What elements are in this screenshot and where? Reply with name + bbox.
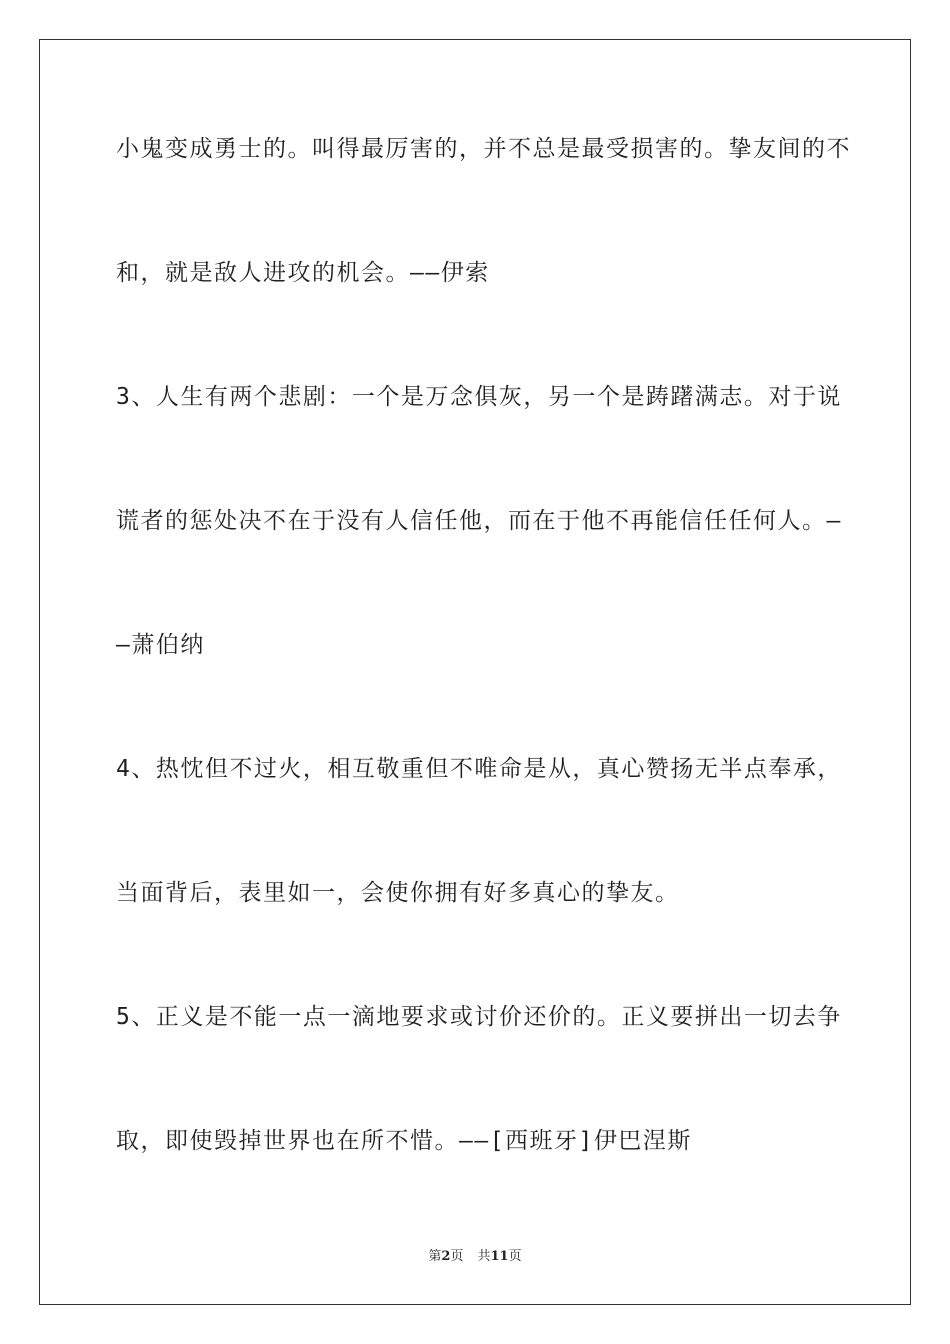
total-pages: 11 bbox=[490, 1249, 509, 1264]
page-footer bbox=[0, 1248, 950, 1266]
total-prefix: 共 bbox=[477, 1249, 491, 1264]
page-suffix: 页 bbox=[450, 1249, 464, 1264]
text-line-9: 取，即使毁掉世界也在所不惜。——[西班牙]伊巴涅斯 bbox=[116, 1128, 692, 1154]
text-line-8: 5、正义是不能一点一滴地要求或讨价还价的。正义要拼出一切去争 bbox=[116, 1004, 842, 1030]
text-line-2: 和，就是敌人进攻的机会。——伊索 bbox=[116, 260, 490, 286]
text-line-3: 3、人生有两个悲剧：一个是万念俱灰，另一个是踌躇满志。对于说 bbox=[116, 384, 842, 410]
text-line-6: 4、热忱但不过火，相互敬重但不唯命是从，真心赞扬无半点奉承， bbox=[116, 756, 842, 782]
text-line-5: —萧伯纳 bbox=[116, 632, 205, 658]
page-number-label bbox=[428, 1249, 463, 1264]
total-suffix: 页 bbox=[508, 1249, 522, 1264]
page-prefix: 第 bbox=[428, 1249, 442, 1264]
total-pages-label bbox=[477, 1249, 521, 1264]
text-line-7: 当面背后，表里如一，会使你拥有好多真心的挚友。 bbox=[116, 880, 680, 906]
text-line-1: 小鬼变成勇士的。叫得最厉害的，并不总是最受损害的。挚友间的不 bbox=[116, 136, 851, 162]
page-number: 2 bbox=[441, 1249, 451, 1264]
page-border bbox=[39, 39, 911, 1305]
text-line-4: 谎者的惩处决不在于没有人信任他，而在于他不再能信任任何人。— bbox=[116, 508, 842, 534]
